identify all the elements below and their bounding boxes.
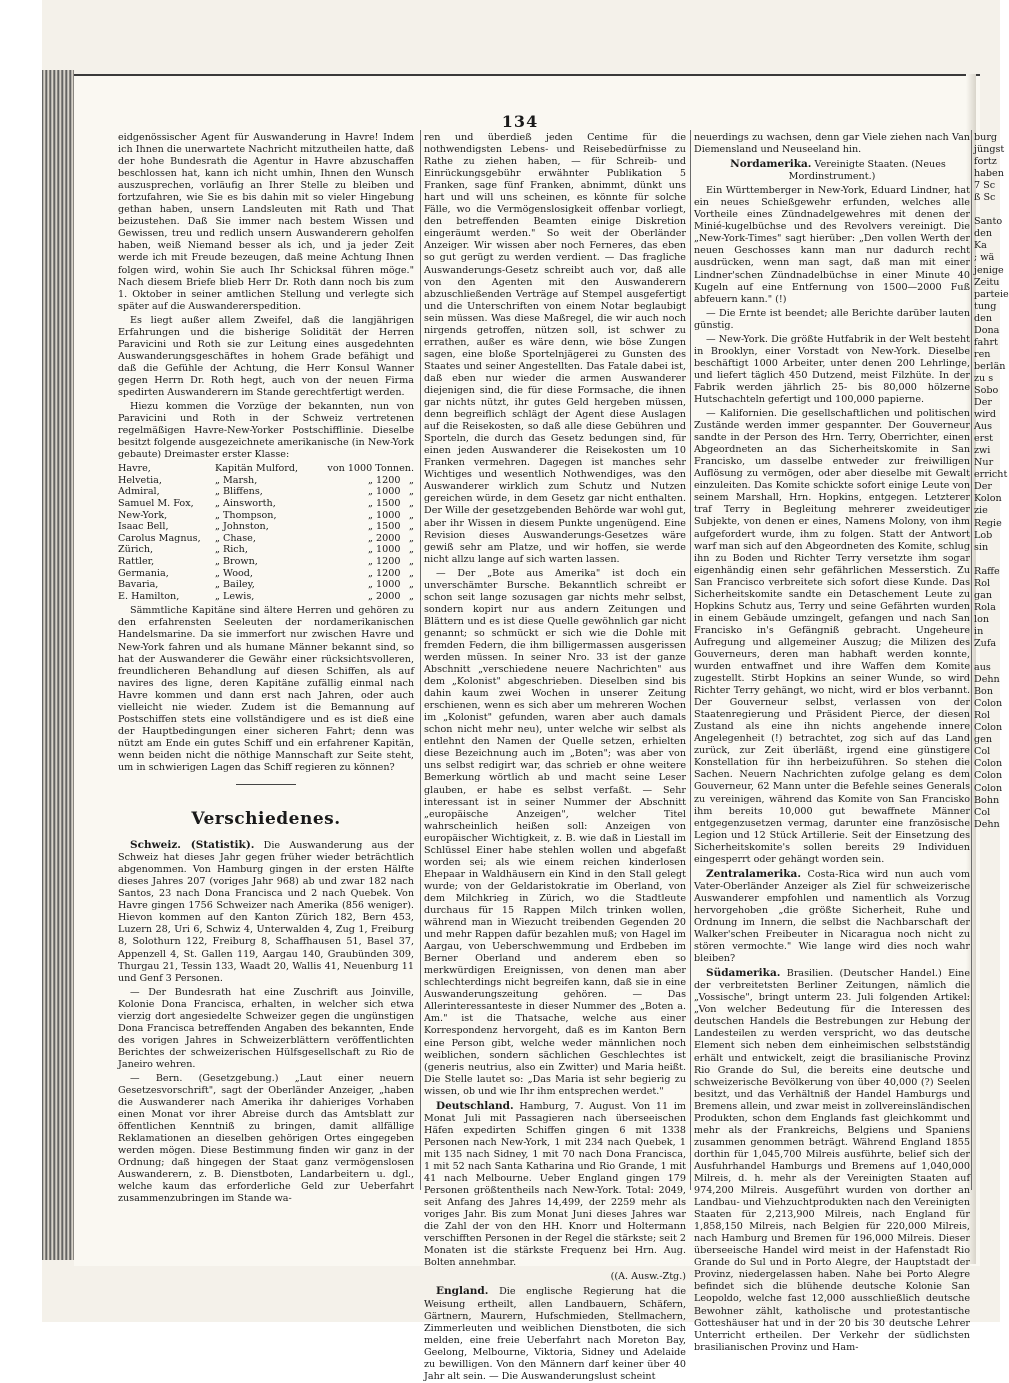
ship-captain: „ Marsh, xyxy=(214,474,258,486)
ship-unit: „ xyxy=(409,509,414,521)
ship-unit: „ xyxy=(409,498,414,510)
section-title: Verschiedenes. xyxy=(191,809,341,830)
cut-off-line: aus xyxy=(974,662,991,674)
paragraph: Ein Württemberger in New-York, Eduard Lindner, hat ein neues Schießgewehr erfunden, welches alle Vortheile eines Zündnadelgewehres mit denen der Minié-kugelbüchse und des Revolvers vereinigt. Die „New-York-Times" sagt hierüber: „Den vollen Werth der neuen Geschosses kann man nur dadurch recht ausdrücken, wenn man sagt, daß man mit einer Lindner'schen Zündnadelbüchse in einer Minute 40 Kugeln auf eine Entfernung von 1500—2000 Fuß abfeuern kann." (!) xyxy=(694,185,970,305)
cut-off-line: zu s xyxy=(974,372,994,384)
source-citation: ((A. Ausw.-Ztg.) xyxy=(610,1271,686,1283)
ship-tons: „ 1200 xyxy=(367,567,401,579)
scanner-margin xyxy=(0,0,42,1322)
article-heading: Südamerika. xyxy=(706,967,781,980)
cut-off-line: gan xyxy=(974,589,993,601)
ship-captain: „ Johnston, xyxy=(214,521,269,533)
ship-name: Zürich, xyxy=(118,544,154,556)
ship-tons: „ 2000 xyxy=(367,590,401,602)
paragraph: ren und überdieß jeden Centime für die nothwendigsten Lebens- und Reisebedürfnisse zu Rathe zu ziehen haben, — für Schreib- und Einrückungsgebühr erwähnter Publikation 5 Franken, sage fünf Franken, abnimmt, dünkt uns hart und will uns scheinen, es könnte für solche Fälle, wo die Vermögenslosigkeit offenbar vorliegt, den betreffenden Beamten einige Diskretion eingeräumt werden." So weit der Oberländer Anzeiger. Wir wissen aber noch Ferneres, das eben so gut gerügt zu werden verdient. — Das fragliche Auswanderungs-Gesetz schreibt auch vor, daß alle von den Agenten mit den Auswanderern abzuschließenden Verträge auf Stempel ausgefertigt und die Unterschriften von einem Notar beglaubigt sein müssen. Was diese Maßregel, die wir auch noch nirgends getroffen, nützen soll, ist schwer zu errathen, außer es wäre denn, wie böse Zungen sagen, eine bloße Sportelnjägerei zu Gunsten des Staates und seiner Angestellten. Das Fatale dabei ist, daß eben nur wieder die armen Auswanderer diejenigen sind, die für diese Formsache, die ihnen gar nichts nützt, ihr gutes Geld hergeben müssen, denn begreiflich schlägt der Agent diese Auslagen auf die Reisekosten, so daß alle diese Gebühren und Sporteln, die durch das Gesetz bedungen sind, für einen jeden Auswanderer die Reisekosten um 10 Franken vermehren. Dagegen ist manches sehr Wichtiges und wesentlich Nothwendiges, was den Auswanderer wirklich zum Schutz und Nutzen gereichen würde, in dem Gesetz gar nicht enthalten. Der Wille der gesetzgebenden Behörde war wohl gut, aber ihr Wissen in diesem Punkte ungenügend. Eine Revision dieses Auswanderungs-Gesetzes wäre gewiß sehr am Platze, und wir hoffen, sie werde nicht allzu lange auf sich warten lassen. xyxy=(424,132,686,565)
ship-captain: „ Thompson, xyxy=(214,509,277,521)
cut-off-line: Colon xyxy=(974,782,1003,794)
article-heading: England. xyxy=(436,1285,489,1298)
cut-off-line: Kolon xyxy=(974,493,1002,505)
ship-captain: „ Lewis, xyxy=(214,590,255,602)
ship-unit: „ xyxy=(409,532,414,544)
ship-row xyxy=(118,498,414,510)
cut-off-line: Nur xyxy=(974,457,994,469)
cut-off-line: tung xyxy=(974,300,997,312)
column-rule xyxy=(971,130,972,1190)
ship-captain: „ Bliffens, xyxy=(214,486,263,498)
paragraph: — Die Ernte ist beendet; alle Berichte darüber lauten günstig. xyxy=(694,307,970,331)
ship-row xyxy=(118,521,414,533)
article-text: Die Auswanderung aus der Schweiz hat dieses Jahr gegen früher wieder beträchtlich abgenommen. Von Hamburg gingen in der ersten Hälfte dieses Jahres 207 (voriges Jahr 968) ab und zwar 182 nach Santos, 23 nach Dona Francisca und 2 nach Quebek. Von Havre gingen 1756 Schweizer nach Amerika (856 weniger). Hievon kommen auf den Kanton Zürich 182, Bern 453, Luzern 28, Uri 6, Schwiz 4, Unterwalden 4, Zug 1, Freiburg 8, Solothurn 122, Freiburg 8, Schaffhausen 51, Basel 37, Appenzell 4, St. Gallen 119, Aargau 140, Graubünden 309, Thurgau 21, Tessin 133, Waadt 20, Wallis 41, Neuenburg 11 und Genf 3 Personen. xyxy=(118,840,414,984)
paragraph: Es liegt außer allem Zweifel, daß die langjährigen Erfahrungen und die bisherige Solidität der Herren Paravicini und Roth sie zur Leitung eines ausgedehnten Auswanderungsgeschäftes in hohem Grade befähigt und daß die Gefühle der Achtung, die Herr Konsul Wanner gegen Herrn Dr. Roth hegt, auch von der neuen Firma spedirten Auswanderern im Stande gerechtfertigt werden. xyxy=(118,314,414,398)
cut-off-line: den xyxy=(974,312,992,324)
ship-row xyxy=(118,544,414,556)
paragraph: — Kalifornien. Die gesellschaftlichen und politischen Zustände werden immer gespannter. Der Gouverneur sandte in der Person des Hrn. Terry, Oberrichter, einen Abgeordneten an das Sicherheitskomite in San Francisko, um dasselbe entweder zur freiwilligen Auflösung zu vermögen, oder aber dieselbe mit Gewalt einzuleiten. Das Komite schickte sofort einige Leute von seinem Marshall, Hrn. Hopkins, entgegen. Letzterer traf Terry in Begleitung mehrerer zweideutiger Subjekte, von denen er eines, Namens Molony, von ihm aufgefordert wurde, ihm zu folgen. Statt der Antwort warf man sich auf den Abgeordneten des Komite, schlug ihn zu Boden und Richter Terry versetzte ihm sogar eigenhändig einen sehr gefährlichen Messerstich. Zu San Francisco verbreitete sich sofort diese Kunde. Das Sicherheitskomite sandte ein Detaschement Leute zu Hopkins Schutz aus, Terry und seine Gefährten wurden in einem Gebäude umzingelt, gefangen und nach San Francisko in's Gefängniß gebracht. Ungeheure Aufregung und allgemeiner Auszug; die Milizen des Gouverneurs, deren man habhaft werden konnte, wurden entwaffnet und ihre Waffen dem Komite zugestellt. Stirbt Hopkins an seiner Wunde, so wird Richter Terry gehängt, wo nicht, wird er blos verbannt. Der Gouverneur selbst, verlassen von der Staatenregierung und Präsident Pierce, der diesen Zustand als eine ihn nichts angehende innere Angelegenheit (!) betrachtet, zog sich auf das Land zurück, zur Zeit überläßt, irgend eine günstigere Konstellation für ihn herbeizuführen. So stehen die Sachen. Neuern Nachrichten zufolge gelang es dem Gouverneur, 62 Mann unter die Befehle seines Generals zu vereinigen, während das Komite von San Francisko ihm bereits 10,000 gut bewaffnete Männer entgegenzusetzen vermag, darunter eine französische Legion und 12 Stück Artillerie. Seit der Einsetzung des Sicherheitskomite's sollen bereits 29 Individuen eingesperrt oder gehängt worden sein. xyxy=(694,408,970,865)
page-number: 134 xyxy=(501,112,539,131)
cut-off-line: Lob xyxy=(974,529,993,541)
ship-tons: „ 1000 xyxy=(367,486,401,498)
article-text: Costa-Rica wird nun auch vom Vater-Oberländer Anzeiger als Ziel für schweizerische Auswanderer empfohlen und namentlich als Vorzug hervorgehoben „die größte Sicherheit, Ruhe und Ordnung im Innern, die selbst die Nachbarschaft der Walker'schen Freibeuter in Nicaragua noch nicht zu stören vermochte." Wie lange wird dies noch wahr bleiben? xyxy=(694,868,970,965)
cut-off-line: Raffe xyxy=(974,565,1000,577)
article-text: Brasilien. (Deutscher Handel.) Eine der verbreitetsten Berliner Zeitungen, nämlich die „Vossische", bringt unterm 23. Juli folgenden Artikel: „Von welcher Bedeutung für die Interessen des deutschen Handels die Bestrebungen zur Hebung der Landesteilen zu werden verspricht, wo das deutsche Element sich neben dem einheimischen selbstständig erhält und entwickelt, zeigt die brasilianische Provinz Rio Grande do Sul, die bereits eine deutsche und schweizerische Bevölkerung von über 40,000 (?) Seelen besitzt, und das Verhältniß der Handel Hamburgs und Bremens allein, und zwar meist in zollvereinsländischen Produkten, schon dem Englands fast gleichkommt und mehr als der Frankreichs, Belgiens und Spaniens zusammen genommen beträgt. Während England 1855 dorthin für 1,045,700 Milreis ausführte, belief sich der Ausfuhrhandel Hamburgs und Bremens auf 1,040,000 Milreis, d. h. mehr als der Vereinigten Staaten auf 974,200 Milreis. Ausgeführt wurden von dorther an Landbau- und Viehzuchtprodukten nach den Vereinigten Staaten für 2,213,900 Milreis, nach England für 1,858,150 Milreis, nach Belgien für 220,000 Milreis, nach Hamburg und Bremen für 196,000 Milreis. Dieser überseeische Handel wird meist in der Hafenstadt Rio Grande do Sul und in Porto Alegre, der Hauptstadt der Provinz, niedergelassen haben. Nahe bei Porto Alegre befindet sich die blühende deutsche Kolonie San Leopoldo, welche fast 12,000 ausschließlich deutsche Bewohner zählt, katholische und protestantische Gotteshäuser hat und in der 20 bis 30 deutsche Lehrer Unterricht ertheilen. Der Verkehr der südlichsten brasilianischen Provinz und Ham- xyxy=(694,968,970,1353)
cut-off-line: Aus xyxy=(974,421,993,433)
column-rule xyxy=(690,130,691,1190)
ship-row xyxy=(118,533,414,545)
cut-off-line: parteie xyxy=(974,288,1009,300)
tonnage-header: von 1000 Tonnen. xyxy=(327,463,414,475)
ship-name: New-York, xyxy=(118,509,168,521)
paragraph: Hiezu kommen die Vorzüge der bekannten, nun von Paravicini und Roth in der Schweiz vertretenen regelmäßigen Havre-New-Yorker Postschifflinie. Dieselbe besitzt folgende ausgezeichnete amerikanische (in New-York gebaute) Dreimaster erster Klasse: xyxy=(118,401,414,461)
cut-off-line: burg xyxy=(974,132,998,143)
cut-off-line: den xyxy=(974,228,992,240)
cut-off-line: Col xyxy=(974,746,991,758)
ship-tons: „ 2000 xyxy=(367,532,401,544)
column-3 xyxy=(694,132,970,1353)
cut-off-line: berlän xyxy=(974,360,1006,372)
cut-off-line: Bon xyxy=(974,686,994,698)
cut-off-line: Colon xyxy=(974,770,1003,782)
book-binding xyxy=(42,70,74,1260)
cut-off-line: haben xyxy=(974,168,1004,180)
cut-off-line: Rol xyxy=(974,710,991,722)
cut-off-line: jüngst xyxy=(974,144,1005,156)
ship-name: Carolus Magnus, xyxy=(118,532,201,544)
cut-off-line: Zufa xyxy=(974,637,997,649)
ship-unit: „ xyxy=(409,567,414,579)
cut-off-line: Regie xyxy=(974,517,1002,529)
paragraph: — Der Bundesrath hat eine Zuschrift aus Joinville, Kolonie Dona Francisca, erhalten, in welcher sich etwa vierzig dort angesiedelte Schweizer gegen die ungünstigen Dona Francisca betreffenden Angaben des bekannten, Ende des vorigen Jahres in Schweizerblättern veröffentlichten Berichtes der schweizerischen Hülfsgesellschaft zu Rio de Janeiro wehren. xyxy=(118,986,414,1070)
cut-off-line: Santo xyxy=(974,216,1003,228)
ship-row xyxy=(118,568,414,580)
ship-tons: „ 1200 xyxy=(367,474,401,486)
ship-captain: „ Chase, xyxy=(214,532,256,544)
article-subheading: Vereinigte Staaten. (Neues Mordinstrument.) xyxy=(788,159,946,183)
separator-rule xyxy=(236,784,296,785)
cut-off-line: Dehn xyxy=(974,818,1000,830)
cut-off-line: gen xyxy=(974,734,992,746)
article-text: Hamburg, 7. August. Von 11 im Monat Juli mit Passagieren nach überseeischen Häfen expedirten Schiffen gingen 6 mit 1338 Personen nach New-York, 1 mit 234 nach Quebek, 1 mit 135 nach Sidney, 1 mit 70 nach Dona Francisca, 1 mit 52 nach Santa Katharina und Rio Grande, 1 mit 41 nach Melbourne. Ueber England gingen 179 Personen größtentheils nach New-York. Total: 2049, seit Anfang des Jahres 14,499, der 2259 mehr als voriges Jahr. Bis zum Monat Juni dieses Jahres war die Zahl der von den HH. Knorr und Holtermann verschifften Personen in der Regel die stärkste; seit 2 Monaten ist die stärkste Frequenz bei Hrn. Aug. Bolten annehmbar. xyxy=(424,1100,686,1269)
cut-off-line: Dona xyxy=(974,324,1000,336)
cut-off-line: Ka xyxy=(974,240,987,252)
article-heading: Schweiz. (Statistik). xyxy=(130,839,255,852)
cut-off-line: Zeitu xyxy=(974,276,1000,288)
ship-tons: „ 1200 xyxy=(367,556,401,568)
paragraph: eidgenössischer Agent für Auswanderung in Havre! Indem ich Ihnen die unerwartete Nachricht mitzutheilen hatte, daß der hohe Bundesrath die Agentur in Havre abzuschaffen beschlossen hat, kann ich nicht umhin, Ihnen den Wunsch auszusprechen, vorläufig an Ihrer Stelle zu bleiben und fortzufahren, wie Sie es bis dahin mit so vieler Hingebung gethan haben, unsern Landsleuten mit Rath und That beizustehen. Daß Sie immer nach bestem Wissen und Gewissen, treu und redlich unsern Auswanderern geholfen haben, weiß Niemand besser als ich, und ja jeder Zeit werde ich mit Freude bezeugen, daß meine Achtung Ihnen folgen wird, wohin Sie auch Ihr Schicksal führen möge." Nach diesem Briefe blieb Herr Dr. Roth dann noch bis zum 1. Oktober in seiner amtlichen Stellung und verlegte sich später auf die Auswandererspedition. xyxy=(118,132,414,312)
ship-table xyxy=(118,463,414,602)
ship-captain: „ Wood, xyxy=(214,567,253,579)
ship-tons: „ 1000 xyxy=(367,509,401,521)
paragraph: Sämmtliche Kapitäne sind ältere Herren und gehören zu den erfahrensten Seeleuten der nordamerikanischen Handelsmarine. Da sie immerfort nur zwischen Havre und New-York fahren und als humane Männer bekannt sind, so hat der Auswanderer die Gewähr einer rücksichtsvolleren, freundlicheren Behandlung auf diesen Schiffen, als auf navires des ligne, deren Kapitäne zufällig einmal nach Havre kommen und dann erst nach Jahren, oder auch vielleicht nie wieder. Zudem ist die Bemannung auf Postschiffen stets eine vollständigere und es ist dieß eine der Hauptbedingungen einer sicheren Fahrt; denn was nützt am Ende ein gutes Schiff und ein erfahrener Kapitän, wenn beiden nicht die nöthige Mannschaft zur Seite steht, um in schwierigen Lagen das Schiff regieren zu können? xyxy=(118,605,414,773)
cut-off-line: Rola xyxy=(974,601,996,613)
cut-off-line xyxy=(974,554,1000,566)
cut-off-line: 7 Sc xyxy=(974,180,996,192)
cut-off-line: Der xyxy=(974,481,992,493)
article-heading: Zentralamerika. xyxy=(706,867,802,880)
article-text: Die englische Regierung hat die Weisung ertheilt, allen Landbauern, Schäfern, Gärtnern, Maurern, Hufschmieden, Stellmachern, Zimmerleuten und weiblichen Dienstboten, die sich melden, eine freie Ueberfahrt nach Moreton Bay, Geelong, Melbourne, Viktoria, Sidney und Adelaide zu bewilligen. Von den Männern darf keiner über 40 Jahr alt sein. — Die Auswanderungslust scheint xyxy=(424,1286,686,1382)
ship-name: Isaac Bell, xyxy=(118,521,169,533)
ship-unit: „ xyxy=(409,590,414,602)
article-heading: Nordamerika. xyxy=(730,158,812,171)
cut-off-line: erricht xyxy=(974,469,1008,481)
paragraph: neuerdings zu wachsen, denn gar Viele ziehen nach Van Diemensland und Neuseeland hin. xyxy=(694,132,970,156)
cut-off-line: Der xyxy=(974,397,992,409)
ship-name: Bavaria, xyxy=(118,579,159,591)
ship-captain: „ Rich, xyxy=(214,544,248,556)
cut-off-line: in xyxy=(974,625,984,637)
column-4-cut-off xyxy=(974,132,1009,1262)
cut-off-line xyxy=(974,204,1000,216)
cut-off-line: zie xyxy=(974,505,988,517)
ship-row xyxy=(118,486,414,498)
cut-off-line: zwi xyxy=(974,445,991,457)
cut-off-line: ren xyxy=(974,348,991,360)
ship-name: Helvetia, xyxy=(118,474,162,486)
ship-name-header: Havre, xyxy=(118,463,151,475)
ship-row xyxy=(118,591,414,603)
ship-unit: „ xyxy=(409,556,414,568)
cut-off-line: fahrt xyxy=(974,336,998,348)
ship-unit: „ xyxy=(409,544,414,556)
cut-off-line: Sobo xyxy=(974,384,999,396)
ship-unit: „ xyxy=(409,579,414,591)
cut-off-line: Colon xyxy=(974,698,1003,710)
ship-tons: „ 1000 xyxy=(367,579,401,591)
ship-captain: „ Ainsworth, xyxy=(214,498,276,510)
cut-off-line: Col xyxy=(974,806,991,818)
ship-row xyxy=(118,579,414,591)
ship-tons: „ 1000 xyxy=(367,544,401,556)
cut-off-line: Bohn xyxy=(974,794,1000,806)
cut-off-line: wird xyxy=(974,409,997,421)
column-1 xyxy=(118,132,414,1262)
paragraph: — Der „Bote aus Amerika" ist doch ein unverschämter Bursche. Bekanntlich schreibt er schon seit lange sozusagen gar nichts mehr selbst, sondern kopirt nur aus andern Zeitungen und Blättern und es ist diese Quelle gewöhnlich gar nicht genannt; so schmückt er sich wie die Dohle mit fremden Federn, die ihm billigermassen ausgerissen werden müssen. In seiner Nro. 33 ist der ganze Abschnitt „verschiedene neuere Nachrichten" aus dem „Kolonist" abgeschrieben. Dieselben sind bis dahin kaum zwei Wochen in unserer Zeitung erschienen, wenn es sich aber um mehreren Wochen im „Kolonist" gefunden, waren aber auch damals schon nicht mehr neu), unter welche wir selbst als entlehnt den Namen der Quelle setzen, erhielten diese Bezeichnung auch im „Boten"; was aber von uns selbst redigirt war, das schrieb er ohne weitere Bemerkung wörtlich ab und macht seine Leser glauben, er habe es selbst verfaßt. — Sehr interessant ist in seiner Nummer der Abschnitt „europäische Anzeigen", welcher Titel wahrscheinlich heißen soll: Anzeigen von europäischer Wichtigkeit, z. B. wie daß in Liestall im Schlüssel Einer habe stehlen wollen und abgefaßt worden sei; als wie einem reichen kinderlosen Ehepaar in Waldhäusern ein Kind in den Stall gelegt wurde; von der Geldaristokratie im Oberland, von dem Milchkrieg in Zürich, wo die Stadtleute durchaus für 15 Rappen Milch trinken wollen, während man in Wiezucht treibenden Gegenden 20 und mehr Rappen dafür bezahlen muß; von Hagel im Aargau, von Ueberschwemmung und Erdbeben im Berner Oberland und anderem eben so merkwürdigen Ereignissen, von denen man aber schlechterdings nicht begreifen kann, daß sie in eine Auswanderungszeitung gehören. — Das Allerinteressanteste in dieser Nummer des „Boten a. Am." ist die Thatsache, welche aus einer Korrespondenz hervorgeht, daß es im Kanton Bern eine Person gibt, welche weder männlichen noch weiblichen, sondern sächlichen Geschlechtes ist (generis neutrius, also ein Zwitter) und Maria heißt. Die Stelle lautet so: „Das Maria ist sehr begierig zu wissen, ob und wie Ihr ihm entsprechen werdet." xyxy=(424,567,686,1097)
ship-tons: „ 1500 xyxy=(367,521,401,533)
ship-unit: „ xyxy=(409,486,414,498)
ship-row xyxy=(118,475,414,487)
cut-off-line: ß Sc xyxy=(974,192,996,204)
cut-off-line: Colon xyxy=(974,722,1003,734)
cut-off-line: Dehn xyxy=(974,674,1000,686)
cut-off-line: sin xyxy=(974,541,989,553)
ship-name: Germania, xyxy=(118,567,169,579)
cut-off-line: fortz xyxy=(974,156,997,168)
ship-captain: „ Brown, xyxy=(214,556,258,568)
ship-unit: „ xyxy=(409,521,414,533)
cut-off-line: Colon xyxy=(974,758,1003,770)
column-2 xyxy=(424,132,686,1382)
cut-off-line xyxy=(974,650,1000,662)
article-heading: Deutschland. xyxy=(436,1099,514,1112)
cut-off-line: erst xyxy=(974,433,994,445)
ship-name: Samuel M. Fox, xyxy=(118,498,194,510)
ship-row xyxy=(118,556,414,568)
column-rule xyxy=(420,130,421,1190)
ship-unit: „ xyxy=(409,474,414,486)
ship-tons: „ 1500 xyxy=(367,498,401,510)
ship-name: Rattler, xyxy=(118,556,155,568)
paragraph: — Bern. (Gesetzgebung.) „Laut einer neuern Gesetzesvorschrift", sagt der Oberländer Anzeiger, „haben die Auswanderer nach Amerika ihr dahieriges Vorhaben einen Monat vor ihrer Abreise durch das Amtsblatt zur öffentlichen Kenntniß zu bringen, damit allfällige Reklamationen an dieselben gehörigen Ortes eingegeben werden mögen. Diese Bestimmung finden wir ganz in der Ordnung; daß hingegen der Staat ganz vermögenslosen Auswanderern, z. B. Dienstboten, Landarbeitern u. dgl., welche kaum das erforderliche Geld zur Ueberfahrt zusammenzubringen im Stande wa- xyxy=(118,1072,414,1205)
ship-captain: „ Bailey, xyxy=(214,579,255,591)
ship-row xyxy=(118,510,414,522)
cut-off-line: Rol xyxy=(974,577,991,589)
cut-off-line: jenige xyxy=(974,264,1004,276)
ship-name: E. Hamilton, xyxy=(118,590,180,602)
captain-header: Kapitän Mulford, xyxy=(214,463,299,475)
ship-name: Admiral, xyxy=(118,486,160,498)
paragraph: — New-York. Die größte Hutfabrik in der Welt besteht in Brooklyn, einer Vorstadt von New-York. Dieselbe beschäftigt 1000 Arbeiter, unter denen 200 Lehrlinge, und liefert täglich 450 Dutzend, meist Filzhüte. In der Fabrik werden jährlich 25- bis 80,000 hölzerne Hutschachteln gefertigt und 100,000 papierne. xyxy=(694,333,970,405)
cut-off-line: lon xyxy=(974,613,990,625)
ship-table-header xyxy=(118,463,414,475)
cut-off-line: ; wä xyxy=(974,252,995,264)
